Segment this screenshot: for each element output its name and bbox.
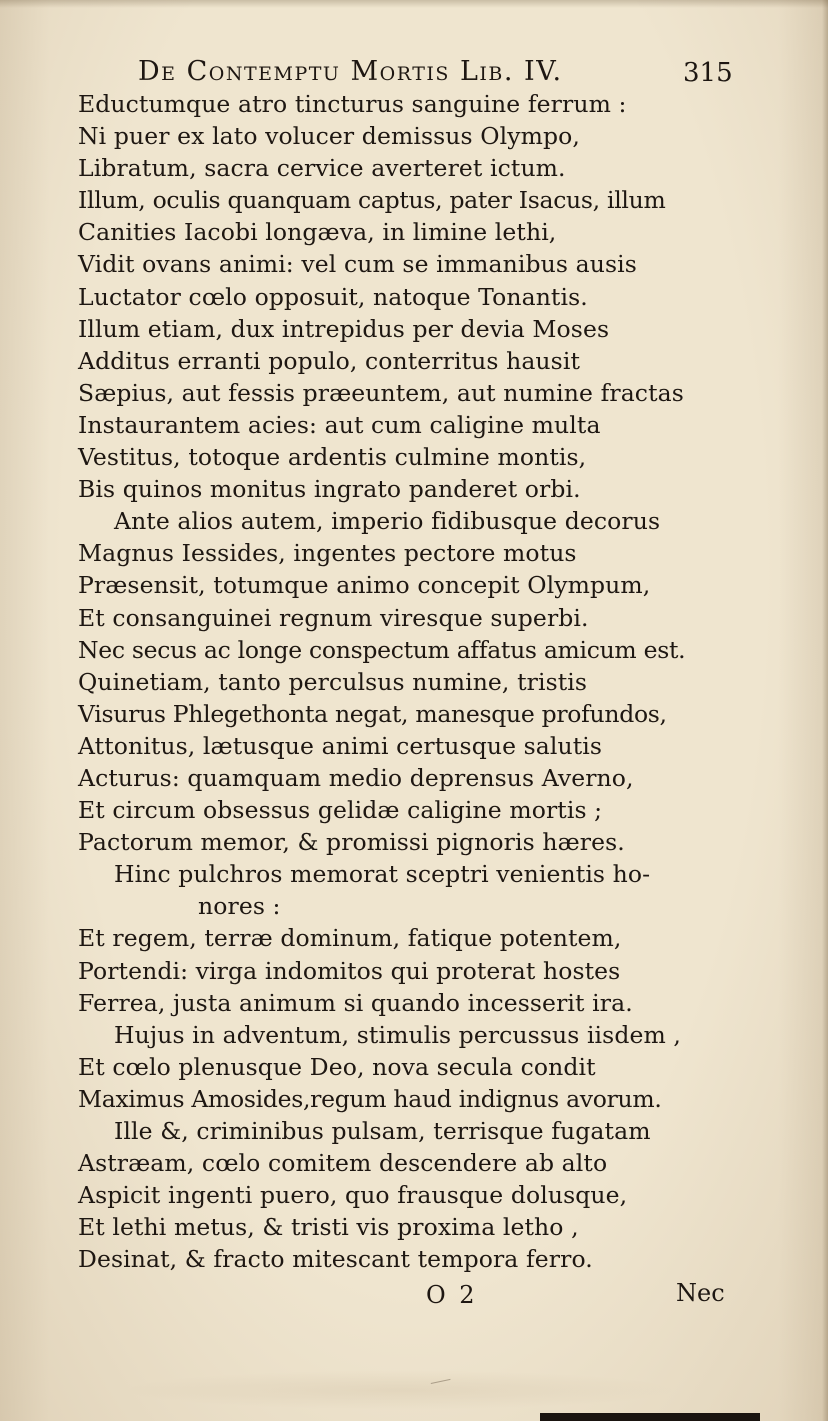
verse-line: Additus erranti populo, conterritus hausit: [78, 346, 580, 375]
verse-line: Libratum, sacra cervice averteret ictum.: [78, 154, 566, 183]
verse-line: Hinc pulchros memorat sceptri venientis ho-: [114, 860, 651, 889]
verse-line: Maximus Amosides,regum haud indignus avorum.: [78, 1084, 662, 1113]
verse-line: Nec secus ac longe conspectum affatus amicum est.: [78, 635, 686, 664]
verse-line: Canities Iacobi longæva, in limine lethi,: [78, 218, 557, 247]
verse-line: Astræam, cœlo comitem descendere ab alto: [78, 1149, 608, 1178]
verse-line: Acturus: quamquam medio deprensus Averno,: [78, 763, 634, 792]
verse-line: Pactorum memor, & promissi pignoris hæres.: [78, 828, 625, 857]
paper-stain: [120, 1370, 680, 1410]
verse-line: Præsensit, totumque animo concepit Olympum,: [78, 571, 651, 600]
verse-line: Et regem, terræ dominum, fatique potentem,: [78, 924, 622, 953]
page-top-shadow: [0, 0, 828, 8]
verse-line: Illum, oculis quanquam captus, pater Isacus, illum: [78, 186, 666, 215]
verse-line: Vestitus, totoque ardentis culmine montis,: [78, 443, 587, 472]
verse-line: Aspicit ingenti puero, quo frausque dolusque,: [78, 1181, 628, 1210]
catchword: Nec: [676, 1279, 725, 1307]
verse-line: Et circum obsessus gelidæ caligine mortis ;: [78, 796, 603, 825]
verse-line: Et consanguinei regnum viresque superbi.: [78, 603, 589, 632]
verse-line: Vidit ovans animi: vel cum se immanibus ausis: [78, 250, 637, 279]
verse-line: Quinetiam, tanto perculsus numine, tristis: [78, 667, 588, 696]
verse-line: Instaurantem acies: aut cum caligine multa: [78, 410, 601, 439]
verse-line: Magnus Iessides, ingentes pectore motus: [78, 539, 577, 568]
verse-line: Attonitus, lætusque animi certusque salutis: [78, 731, 603, 760]
binding-edge: [540, 1413, 760, 1421]
running-head: De Contemptu Mortis Lib. IV.: [138, 56, 563, 87]
verse-line: Luctator cœlo opposuit, natoque Tonantis.: [78, 282, 588, 311]
page-right-shadow: [822, 0, 828, 1421]
verse-line: Et lethi metus, & tristi vis proxima letho ,: [78, 1213, 579, 1242]
page-number: 315: [683, 58, 733, 88]
verse-line: Ferrea, justa animum si quando incesserit ira.: [78, 988, 633, 1017]
verse-line: Hujus in adventum, stimulis percussus iisdem ,: [114, 1020, 682, 1049]
verse-line: Ante alios autem, imperio fidibusque decorus: [114, 507, 661, 536]
verse-line: Sæpius, aut fessis præeuntem, aut numine fractas: [78, 378, 684, 407]
page-header: [138, 52, 738, 92]
verse-line: Illum etiam, dux intrepidus per devia Moses: [78, 314, 610, 343]
verse-block: [78, 88, 758, 1275]
verse-line: Ille &, criminibus pulsam, terrisque fugatam: [114, 1117, 651, 1145]
signature-mark: O 2: [426, 1281, 478, 1309]
verse-line-continuation: nores :: [198, 892, 281, 921]
verse-line: Portendi: virga indomitos qui proterat hostes: [78, 956, 621, 985]
verse-line: Desinat, & fracto mitescant tempora ferro.: [78, 1245, 593, 1274]
verse-line: Eductumque atro tincturus sanguine ferrum :: [78, 90, 627, 118]
verse-line: Visurus Phlegethonta negat, manesque profundos,: [78, 699, 667, 728]
page-footer: [0, 1275, 828, 1315]
verse-line: Bis quinos monitus ingrato panderet orbi.: [78, 475, 581, 504]
verse-line: Ni puer ex lato volucer demissus Olympo,: [78, 122, 580, 151]
verse-line: Et cœlo plenusque Deo, nova secula condit: [78, 1052, 596, 1081]
